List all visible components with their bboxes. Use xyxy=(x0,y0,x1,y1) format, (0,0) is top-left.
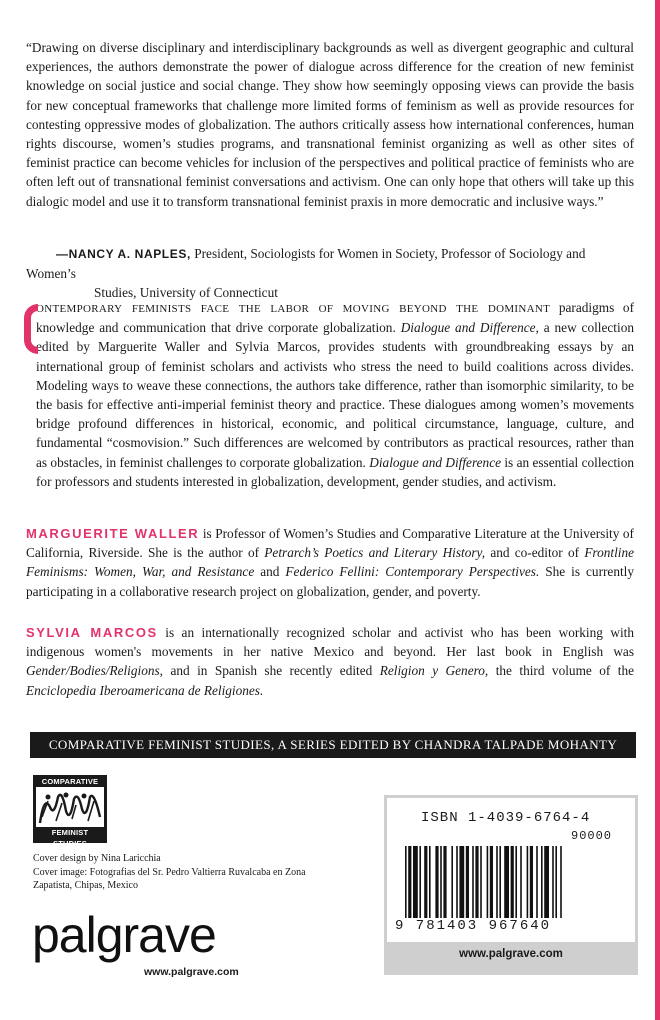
isbn-number: ISBN 1-4039-6764-4 xyxy=(421,810,591,826)
series-logo xyxy=(33,775,107,848)
barcode-bar xyxy=(408,846,411,918)
barcode-bar xyxy=(552,846,554,918)
barcode-bar xyxy=(490,846,493,918)
barcode-bar xyxy=(487,846,489,918)
cover-image-credit-cont: Zapatista, Chipas, Mexico xyxy=(33,880,138,891)
cover-design-credit: Cover design by Nina Laricchia xyxy=(33,853,161,864)
barcode-bar xyxy=(499,846,501,918)
endorser-affiliation: President, Sociologists for Women in Society, Professor of Sociology and Women’s xyxy=(26,246,586,282)
description-text-1: paradigms of knowledge and communication that drive corporate globalization. xyxy=(36,300,635,336)
barcode-url: www.palgrave.com xyxy=(459,948,563,960)
barcode-bar xyxy=(504,846,509,918)
barcode-bar xyxy=(443,846,446,918)
series-logo-bottom: FEMINIST STUDIES xyxy=(51,828,89,848)
barcode-label xyxy=(387,798,635,942)
barcode-bars-icon xyxy=(405,846,615,918)
cover-credits xyxy=(33,852,333,893)
book-title: Petrarch’s Poetics and Literary History, xyxy=(264,545,486,561)
bio-text: and co-editor of xyxy=(490,545,580,561)
editor-name-marcos: SYLVIA MARCOS xyxy=(26,625,158,640)
barcode-bar xyxy=(466,846,469,918)
description-text-2: a new collection edited by Marguerite Waller and Sylvia Marcos, provides students with groundbreaking essays by an international group of feminist scholars and activists who stress the need to build coalitions across divides. Modeling ways to weave these connections, the authors take difference, rather than isomorphic similarity, to be the basis for effective anti-imperial feminist theory and practice. These dialogues among women’s movements bridge profound differences in historical, economic, and political circumstance, language, culture, and fundamental “cosmovision.” Such differences are welcomed by contributors as practical resources, rather than as obstacles, in feminist challenges to corporate globalization. xyxy=(36,320,634,470)
endorser-name: —NANCY A. NAPLES, xyxy=(56,247,191,261)
barcode-bar xyxy=(405,846,407,918)
barcode-bar xyxy=(456,846,458,918)
bio-text: She is currently participating in a collaborative research project on globalization, gender, and poverty. xyxy=(26,564,635,599)
barcode-bar xyxy=(459,846,464,918)
barcode-bar xyxy=(429,846,431,918)
ean-number: 9 781403 967640 xyxy=(395,918,552,934)
barcode-bar xyxy=(496,846,498,918)
barcode-bar xyxy=(560,846,562,918)
barcode-bar xyxy=(419,846,421,918)
barcode-bar xyxy=(472,846,474,918)
book-title: Gender/Bodies/Religions, xyxy=(26,663,164,679)
barcode-panel xyxy=(384,795,638,975)
barcode-bar xyxy=(544,846,549,918)
endorsement-quote: “Drawing on diverse disciplinary and interdisciplinary backgrounds as well as divergent geographic and cultural experiences, the authors demonstrate the power of dialogue across difference for the creation of new feminist knowledge on social justice and social change. They show how seemingly opposing views can provide the basis for new conceptual frameworks that challenge more limited forms of feminism as well as provide resources for contesting oppressive modes of globalization. The authors critically assess how international conferences, human rights discourse, women’s studies programs, and transnational feminist organizing as well as other sites of feminist practice can become vehicles for inclusion of the perspectives and political practice of feminists who are often left out of transnational feminist conversations and activism. One can only hope that others will take up this dialogic model and use it to transform transnational feminist praxis in more democratic and inclusive ways.” xyxy=(26,40,634,209)
barcode-bar xyxy=(440,846,442,918)
editor-name-waller: MARGUERITE WALLER xyxy=(26,526,200,541)
palgrave-logo: palgrave xyxy=(32,907,216,963)
endorser-affiliation-cont: Studies, University of Connecticut xyxy=(94,285,278,301)
barcode-bar xyxy=(530,846,533,918)
price-code: 90000 xyxy=(571,829,613,843)
book-title: Federico Fellini: Contemporary Perspectives. xyxy=(285,564,540,580)
book-title: Religion y Genero, xyxy=(379,663,489,679)
bio-waller xyxy=(26,524,634,601)
barcode-bar xyxy=(475,846,478,918)
bio-marcos xyxy=(26,623,634,700)
publisher-url: www.palgrave.com xyxy=(144,966,239,978)
barcode-bar xyxy=(413,846,418,918)
bio-text: and xyxy=(260,564,280,580)
bio-text: and in Spanish she recently edited xyxy=(170,663,373,679)
cover-image-credit: Cover image: Fotografias del Sr. Pedro Valtierra Ruvalcaba en Zona xyxy=(33,866,306,878)
barcode-bar xyxy=(424,846,427,918)
bio-text: is Professor of Women’s Studies and Comparative Literature at the University of California, Riverside. She is the author of xyxy=(26,526,634,561)
bio-text: the third volume of the xyxy=(495,663,634,679)
book-title-2: Dialogue and Difference xyxy=(369,454,501,470)
description-text-3: is an essential collection for professors and students interested in globalization, development, gender studies, and activism. xyxy=(36,454,635,489)
barcode-bar xyxy=(435,846,438,918)
book-description xyxy=(36,298,634,491)
drop-cap-c xyxy=(24,304,38,354)
description-lead: ontemporary feminists face the labor of moving beyond the dominant xyxy=(36,300,551,316)
series-banner: COMPARATIVE FEMINIST STUDIES, A SERIES EDITED BY CHANDRA TALPADE MOHANTY xyxy=(30,732,636,758)
spine-edge-stripe xyxy=(655,0,660,1020)
book-title: Enciclopedia Iberoamericana de Religiones. xyxy=(26,682,264,698)
barcode-bar xyxy=(541,846,543,918)
barcode-bar xyxy=(555,846,557,918)
barcode-bar xyxy=(515,846,517,918)
barcode-bar xyxy=(480,846,482,918)
bio-text: is an internationally recognized scholar and activist who has been working with indigenous women's movements in her native Mexico and beyond. Her last book in English was xyxy=(26,625,634,660)
barcode-bar xyxy=(511,846,514,918)
barcode-bar xyxy=(520,846,522,918)
series-logo-top: COMPARATIVE xyxy=(41,777,99,786)
series-logo-figures-icon xyxy=(36,787,104,827)
book-title: Frontline Feminisms: Women, War, and Resistance xyxy=(26,545,635,580)
book-title-1: Dialogue and Difference, xyxy=(400,320,539,336)
barcode-bar xyxy=(536,846,538,918)
barcode-bar xyxy=(451,846,453,918)
barcode-bar xyxy=(527,846,529,918)
endorsement-attribution xyxy=(26,244,634,303)
